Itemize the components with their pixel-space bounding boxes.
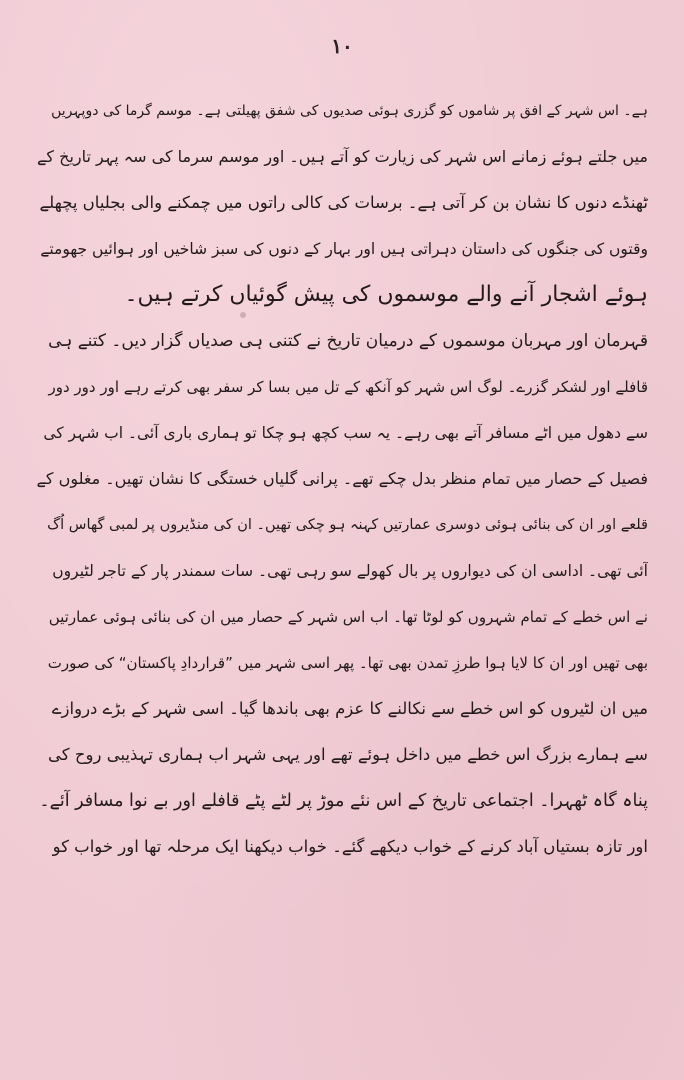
text-line: سے ہمارے بزرگ اس خطے میں داخل ہوئے تھے اور یہی شہر اب ہماری تہذیبی روح کی [48, 745, 648, 764]
paragraph-1 [36, 88, 648, 318]
text-line: اور تازہ بستیاں آباد کرنے کے خواب دیکھے گئے۔ خواب دیکھنا ایک مرحلہ تھا اور خواب کو [52, 837, 648, 856]
text-line: فصیل کے حصار میں تمام منظر بدل چکے تھے۔ پرانی گلیاں خستگی کا نشان تھیں۔ مغلوں کے [36, 469, 648, 488]
text-line: پناہ گاہ ٹھہرا۔ اجتماعی تاریخ کے اس نئے موڑ پر لٹے پٹے قافلے اور بے نوا مسافر آئے۔ [39, 791, 648, 811]
text-line: وقتوں کی جنگوں کی داستان دہراتی ہیں اور بہار کے دنوں کی سبز شاخیں اور ہوائیں جھومتے [40, 240, 648, 258]
text-line: بھی تھیں اور ان کا لایا ہوا طرزِ تمدن بھی تھا۔ پھر اسی شہر میں ”قراردادِ پاکستان“ کی صورت [47, 654, 648, 672]
text-line: میں جلتے ہوئے زمانے اس شہر کی زیارت کو آتے ہیں۔ اور موسم سرما کی سہ پہر تاریخ کے [37, 147, 648, 166]
text-line: آئی تھی۔ اداسی ان کی دیواروں پر بال کھولے سو رہی تھی۔ سات سمندر پار کے تاجر لٹیروں [52, 562, 648, 580]
page-body [36, 88, 648, 870]
ink-speck [240, 312, 246, 318]
text-line: ہے۔ اس شہر کے افق پر شاموں کو گزری ہوئی صدیوں کی شفق پھیلتی ہے۔ موسم گرما کی دوپہریں [51, 103, 648, 119]
text-line: قلعے اور ان کی بنائی ہوئی دوسری عمارتیں کہنہ ہو چکی تھیں۔ ان کی منڈیروں پر لمبی گھاس اُگ [47, 517, 648, 533]
paragraph-2 [36, 318, 648, 870]
text-line: ٹھنڈے دنوں کا نشان بن کر آتی ہے۔ برسات کی کالی راتوں میں چمکنے والی بجلیاں پچھلے [39, 193, 648, 212]
text-line: ہوئے اشجار آنے والے موسموں کی پیش گوئیاں کرتے ہیں۔ [124, 282, 648, 307]
page-number: ۱۰ [331, 34, 353, 58]
text-line: قافلے اور لشکر گزرے۔ لوگ اس شہر کو آنکھ کے تل میں بسا کر سفر بھی کرتے رہے اور دور دور [48, 378, 648, 396]
text-line: نے اس خطے کے تمام شہروں کو لوٹا تھا۔ اب اس شہر کے حصار میں ان کی بنائی ہوئی عمارتیں [48, 608, 648, 626]
text-line: سے دھول میں اٹے مسافر آتے بھی رہے۔ یہ سب کچھ ہو چکا تو ہماری باری آئی۔ اب شہر کی [43, 424, 648, 442]
text-line: قہرمان اور مہربان موسموں کے درمیان تاریخ نے کتنی ہی صدیاں گزار دیں۔ کتنے ہی [48, 331, 648, 351]
text-line: میں ان لٹیروں کو اس خطے سے نکالنے کا عزم بھی باندھا گیا۔ اسی شہر کے بڑے دروازے [51, 699, 648, 718]
